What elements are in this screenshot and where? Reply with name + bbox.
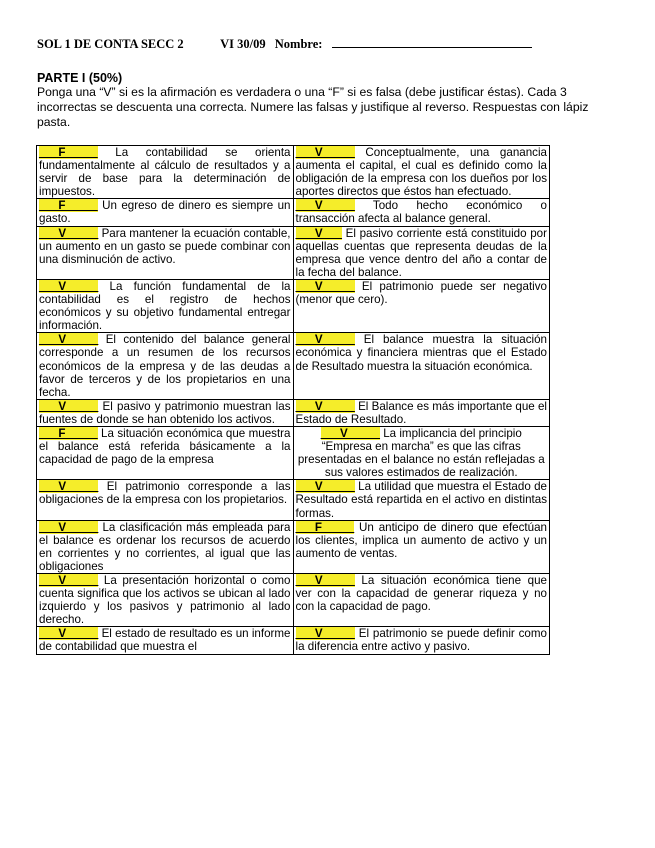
question-cell-right [293, 279, 550, 332]
answer-mark: ___V_____ [295, 574, 355, 587]
question-text: El Balance es más importante que el Estado de Resultado. [295, 399, 547, 426]
answer-mark: ___V_____ [295, 199, 355, 213]
answer-mark: ___V_____ [39, 226, 99, 240]
answer-mark: ___V_____ [39, 520, 99, 534]
answer-mark: ___V_____ [295, 480, 355, 494]
instructions: Ponga una “V” si es la afirmación es verdadera o una “F” si es falsa (debe justificar éstas). Cada 3 incorrectas se descuenta una correcta. Numere las falsas y justifique al reverso. Respuestas con lápiz pasta. [37, 85, 589, 129]
question-text: La función fundamental de la contabilidad es el registro de hechos económicos y su objetivo fundamental entregar información. [39, 279, 291, 333]
question-text: El patrimonio puede ser negativo (menor que cero). [295, 279, 547, 307]
question-text: El patrimonio corresponde a las obligaciones de la empresa con los propietarios. [39, 480, 291, 507]
question-text: Un egreso de dinero es siempre un gasto. [39, 199, 291, 226]
question-cell-right [293, 399, 550, 426]
answer-mark: ___F_____ [39, 426, 98, 440]
answer-mark: ___V_____ [39, 399, 99, 413]
question-text: La utilidad que muestra el Estado de Resultado está repartida en el activo en distintas formas. [295, 480, 547, 520]
question-cell-right [293, 199, 550, 226]
answer-mark: ___F_____ [39, 146, 98, 159]
question-cell-left [37, 146, 294, 199]
question-cell-right [293, 146, 550, 199]
question-cell-right [293, 480, 550, 520]
question-text: La implicancia del principio “Empresa en marcha” es que las cifras presentadas en el balance no están reflejadas a sus valores estimados de realización. [297, 426, 545, 480]
answer-mark: ___V_____ [295, 399, 355, 413]
question-text: Conceptualmente, una ganancia aumenta el capital, el cual es definido como la obligación de la empresa con los dueños por los aportes directos que éstos han efectuado. [295, 146, 547, 199]
answer-mark: ___V_____ [320, 426, 381, 440]
question-text: La clasificación más empleada para el balance es ordenar los recursos de acuerdo en corrientes y no corrientes, al igual que las obligaciones [39, 520, 291, 573]
name-blank-line [332, 36, 532, 48]
question-cell-left [37, 199, 294, 226]
answer-mark: ___V_____ [295, 146, 355, 159]
answer-mark: ___V_____ [295, 627, 355, 641]
table-row [37, 226, 550, 279]
answer-mark: ___V_____ [39, 333, 99, 347]
question-cell-right [293, 333, 550, 399]
table-row [37, 627, 550, 654]
table-row [37, 399, 550, 426]
question-cell-right [293, 627, 550, 654]
question-cell-right [293, 574, 550, 627]
answer-mark: ___V_____ [295, 333, 355, 347]
question-text: La situación económica que muestra el balance está referida básicamente a la capacidad de pago de la empresa [39, 426, 291, 467]
question-cell-left [37, 520, 294, 573]
answer-mark: ___V_____ [39, 574, 99, 587]
question-text: La presentación horizontal o como cuenta significa que los activos se ubican al lado izquierdo y los pasivos y patrimonio al lado derecho. [39, 574, 291, 627]
table-row [37, 574, 550, 627]
question-cell-left [37, 279, 294, 332]
question-text: El balance muestra la situación económica y financiera mientras que el Estado de Resultado muestra la situación económica. [295, 333, 547, 373]
table-row [37, 520, 550, 573]
exam-date: VI 30/09 [220, 37, 266, 51]
answer-mark: ___V_____ [295, 279, 355, 293]
question-text: El patrimonio se puede definir como la diferencia entre activo y pasivo. [295, 627, 547, 654]
table-row [37, 333, 550, 399]
course-title: SOL 1 DE CONTA SECC 2 [37, 37, 184, 51]
question-text: El contenido del balance general corresponde a un resumen de los recursos económicos de la empresa y de las deudas a favor de terceros y de los propietarios en una fecha. [39, 333, 291, 399]
question-cell-left [37, 333, 294, 399]
question-text: Un anticipo de dinero que efectúan los clientes, implica un aumento de activo y un aumento de ventas. [295, 520, 547, 560]
table-row [37, 426, 550, 479]
question-cell-right [293, 520, 550, 573]
question-text: El pasivo y patrimonio muestran las fuentes de donde se han obtenido los activos. [39, 399, 291, 426]
answer-mark: ___F_____ [295, 520, 355, 534]
question-cell-right [293, 226, 550, 279]
question-cell-left [37, 226, 294, 279]
question-text: El estado de resultado es un informe de contabilidad que muestra el [39, 627, 291, 654]
table-row [37, 199, 550, 226]
answer-mark: ___V_____ [39, 279, 99, 293]
answer-mark: ___V_____ [39, 480, 99, 494]
question-cell-left [37, 480, 294, 520]
question-text: El pasivo corriente está constituido por aquellas cuentas que representa deudas de la empresa que vence dentro del año a contar de la fecha del balance. [295, 226, 547, 279]
question-cell-left [37, 627, 294, 654]
question-text: La situación económica tiene que ver con la capacidad de generar riqueza y no con la capacidad de pago. [295, 574, 547, 614]
question-cell-right [293, 426, 550, 479]
part-title: PARTE I (50%) [37, 71, 123, 85]
name-label: Nombre: [274, 37, 323, 51]
question-cell-left [37, 426, 294, 479]
answer-mark: ___F_____ [39, 199, 98, 213]
table-row [37, 146, 550, 199]
exam-header [37, 36, 532, 52]
true-false-table [36, 145, 550, 655]
answer-mark: ___V_____ [39, 627, 99, 641]
question-cell-left [37, 399, 294, 426]
table-row [37, 480, 550, 520]
question-text: Todo hecho económico o transacción afecta al balance general. [295, 199, 547, 226]
question-text: La contabilidad se orienta fundamentalmente al cálculo de resultados y a servir de base para la determinación de impuestos. [39, 146, 291, 199]
question-cell-left [37, 574, 294, 627]
question-text: Para mantener la ecuación contable, un aumento en un gasto se puede combinar con una disminución de activo. [39, 226, 291, 266]
answer-mark: ___V___ [295, 226, 342, 240]
table-row [37, 279, 550, 332]
